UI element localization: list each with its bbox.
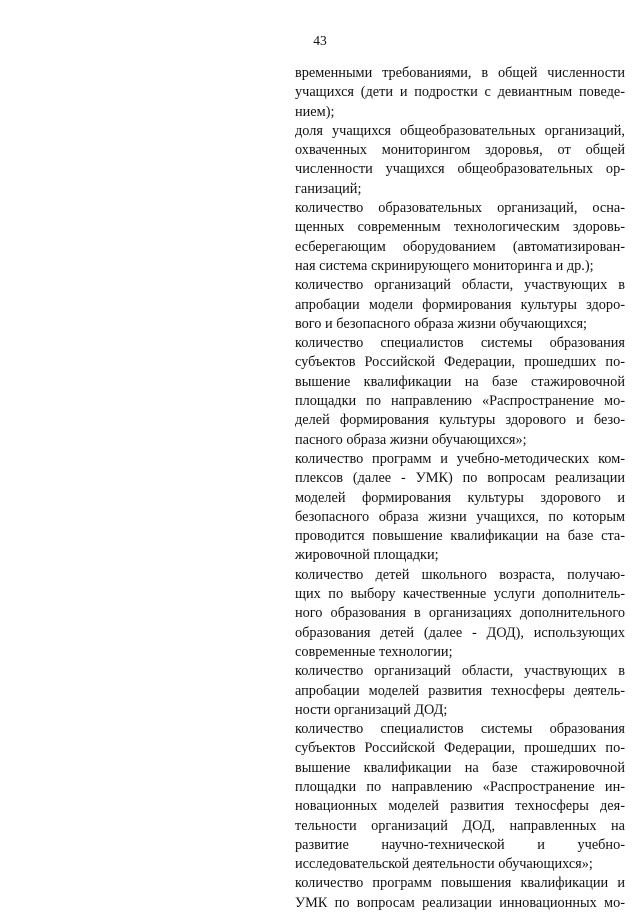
text-line: тельности организаций ДОД, направленных на [295, 817, 625, 834]
text-line: доля учащихся общеобразовательных организаций, [295, 122, 625, 139]
text-line: количество специалистов системы образования [295, 721, 625, 738]
text-line: площадки по направлению «Распространение мо- [295, 393, 625, 410]
text-line: новационных моделей развития техносферы дея- [295, 798, 625, 815]
text-line: нием); [295, 103, 335, 120]
text-line: вого и безопасного образа жизни обучающихся; [295, 315, 588, 332]
text-line: временными требованиями, в общей численности [295, 65, 625, 81]
text-line: ная система скринирующего мониторинга и др.); [295, 257, 594, 274]
text-line: численности учащихся общеобразовательных ор- [295, 161, 625, 178]
text-column [295, 64, 625, 913]
text-line: делей формирования культуры здорового и безо- [295, 412, 625, 429]
text-line: образования детей (далее - ДОД), использующих [295, 624, 625, 641]
text-line: щенных современным технологическим здоровь- [295, 219, 625, 236]
text-line: вышение квалификации на базе стажировочной [295, 373, 625, 390]
text-line: количество программ и учебно-методических ком- [295, 450, 625, 467]
text-line: УМК по вопросам реализации инновационных мо- [295, 894, 625, 911]
text-line: пасного образа жизни обучающихся»; [295, 431, 527, 448]
page-number: 43 [313, 33, 327, 48]
text-line: количество программ повышения квалификации и [295, 875, 625, 892]
text-line: жировочной площадки; [295, 547, 439, 564]
text-line: есберегающим оборудованием (автоматизирован- [295, 238, 625, 255]
text-line: современные технологии; [295, 643, 453, 660]
text-line: ности организаций ДОД; [295, 701, 448, 718]
text-line: проводится повышение квалификации на базе ста- [295, 528, 625, 545]
text-line: охваченных мониторингом здоровья, от общей [295, 142, 625, 159]
text-line: количество специалистов системы образования [295, 335, 625, 352]
text-line: вышение квалификации на базе стажировочной [295, 759, 625, 776]
text-line: количество образовательных организаций, осна- [295, 200, 625, 217]
text-line: апробации модели формирования культуры здоро- [295, 296, 625, 313]
text-line: щих по выбору качественные услуги дополнитель- [295, 586, 625, 603]
text-line: субъектов Российской Федерации, прошедших по- [295, 740, 625, 757]
text-line: развитие научно-технической и учебно- [295, 836, 625, 853]
text-line: субъектов Российской Федерации, прошедших по- [295, 354, 625, 371]
text-line: исследовательской деятельности обучающихся»; [295, 856, 593, 873]
text-line: ного образования в организациях дополнительного [295, 605, 625, 622]
text-line: количество организаций области, участвующих в [295, 277, 625, 294]
text-line: плексов (далее - УМК) по вопросам реализации [295, 470, 625, 487]
text-line: безопасного образа жизни учащихся, по которым [295, 508, 625, 525]
text-line: количество организаций области, участвующих в [295, 663, 625, 680]
text-line: ганизаций; [295, 180, 362, 197]
text-line: количество детей школьного возраста, получаю- [295, 566, 625, 583]
text-line: учащихся (дети и подростки с девиантным поведе- [295, 84, 625, 101]
text-line: апробации моделей развития техносферы деятель- [295, 682, 625, 699]
text-line: площадки по направлению «Распространение ин- [295, 778, 625, 795]
text-line: моделей формирования культуры здорового и [295, 489, 625, 506]
